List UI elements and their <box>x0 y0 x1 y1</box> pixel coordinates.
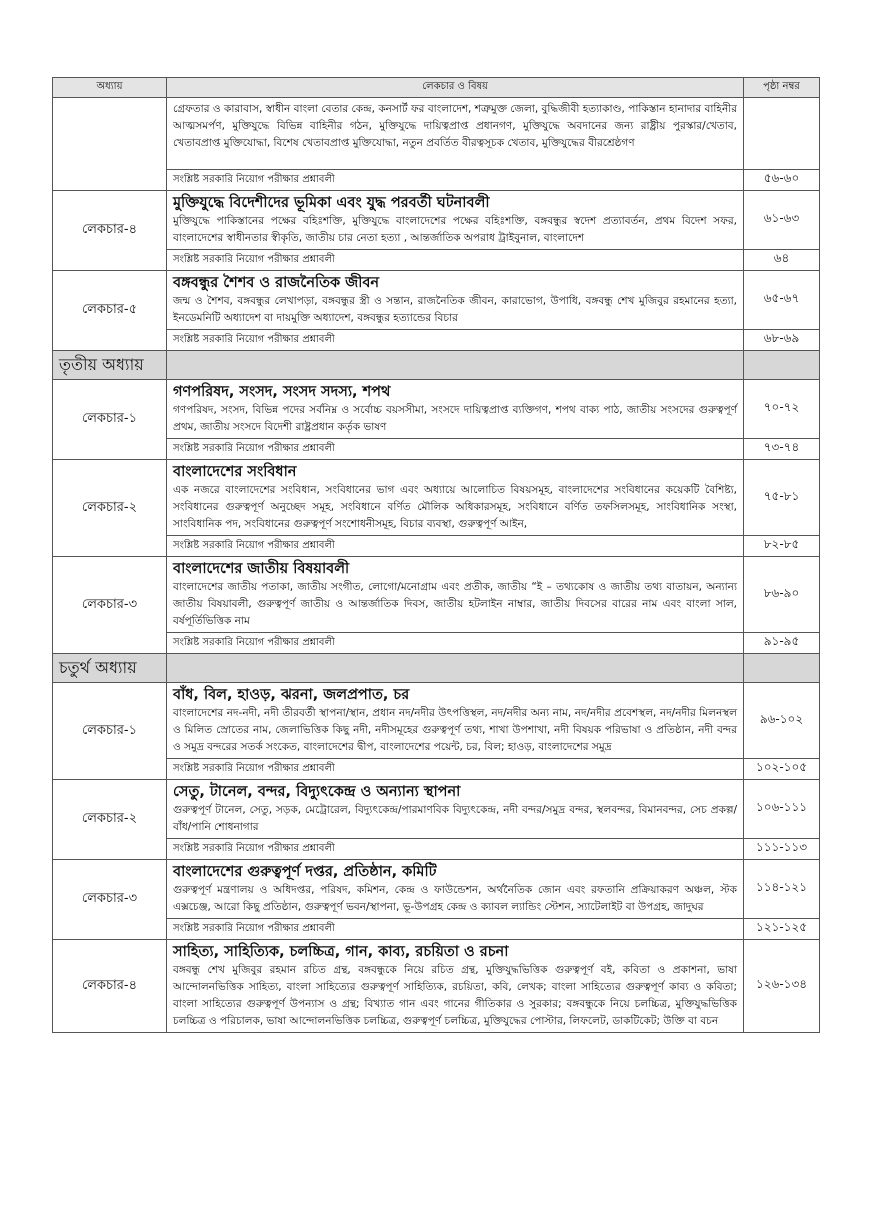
topic-cell <box>167 98 744 170</box>
chapter-blank <box>167 351 744 380</box>
topic-cell <box>167 460 744 536</box>
topic-description: বাংলাদেশের জাতীয় পতাকা, জাতীয় সংগীত, লোগো/মনোগ্রাম এবং প্রতীক, জাতীয় “ই – তথ্যকোষ ও জাতীয় তথ্য বাতায়ন, অন্যান্য জাতীয় বিষয়াবলী, গুরুত্বপূর্ণ জাতীয় ও আন্তর্জাতিক দিবস, জাতীয় হটলাইন নাম্বার, জাতীয় দিবসের বারের নাম এবং বাংলা সাল, বর্ষপূর্তিভিত্তিক নাম <box>173 581 737 627</box>
topic-description: বঙ্গবন্ধু শেখ মুজিবুর রহমান রচিত গ্রন্থ, বঙ্গবন্ধুকে নিয়ে রচিত গ্রন্থ, মুক্তিযুদ্ধভিত্তিক গুরুত্বপূর্ণ বই, কবিতা ও প্রকাশনা, ভাষা আন্দোলনভিত্তিক সাহিত্য, বাংলা সাহিত্যের গুরুত্বপূর্ণ সাহিত্যিক, রচয়িতা, কবি, লেখক; বাংলা সাহিত্যের গুরুত্বপূর্ণ কাব্য ও কবিতা; বাংলা সাহিত্যের গুরুত্বপূর্ণ উপন্যাস ও গ্রন্থ; বিখ্যাত গান এবং গানের গীতিকার ও সুরকার; বঙ্গবন্ধুকে নিয়ে চলচ্চিত্র, মুক্তিযুদ্ধভিত্তিক চলচ্চিত্র ও পরিচালক, ভাষা আন্দোলনভিত্তিক চলচ্চিত্র, গুরুত্বপূর্ণ চলচ্চিত্র, মুক্তিযুদ্ধের পোস্টার, লিফলেট, ডাকটিকেট; উক্তি বা বচন <box>173 964 737 1027</box>
page-range: ৭৫-৮১ <box>744 460 820 536</box>
lecture-label: লেকচার-৪ <box>53 940 167 1033</box>
lecture-label: লেকচার-১ <box>53 683 167 780</box>
topic-title: গণপরিষদ, সংসদ, সংসদ সদস্য, শপথ <box>173 384 391 400</box>
table-row <box>53 380 820 439</box>
topic-cell <box>167 683 744 759</box>
page-range: ৮৬-৯০ <box>744 557 820 633</box>
question-pages: ৭৩-৭৪ <box>744 439 820 460</box>
lecture-label: লেকচার-৫ <box>53 271 167 351</box>
lecture-label: লেকচার-২ <box>53 780 167 860</box>
topic-cell <box>167 271 744 330</box>
question-label: সংশ্লিষ্ট সরকারি নিয়োগ পরীক্ষার প্রশ্নাবলী <box>167 250 744 271</box>
chapter-blank <box>744 654 820 683</box>
table-row <box>53 191 820 250</box>
question-row <box>53 759 820 780</box>
topic-cell <box>167 380 744 439</box>
question-pages: ৯১-৯৫ <box>744 633 820 654</box>
topic-title: বাঁধ, বিল, হাওড়, ঝরনা, জলপ্রপাত, চর <box>173 687 410 703</box>
page-range: ১১৪-১২১ <box>744 860 820 919</box>
table-row <box>53 557 820 633</box>
table-row <box>53 860 820 919</box>
chapter-title: চতুর্থ অধ্যায় <box>53 654 167 683</box>
question-pages: ১১১-১১৩ <box>744 839 820 860</box>
question-row <box>53 250 820 271</box>
topic-cell <box>167 940 744 1033</box>
question-label: সংশ্লিষ্ট সরকারি নিয়োগ পরীক্ষার প্রশ্নাবলী <box>167 759 744 780</box>
chapter-heading-row <box>53 654 820 683</box>
lecture-label-cell <box>53 98 167 191</box>
header-page: পৃষ্ঠা নম্বর <box>744 78 820 98</box>
question-row <box>53 919 820 940</box>
table-row <box>53 460 820 536</box>
topic-cell <box>167 860 744 919</box>
table-row <box>53 271 820 330</box>
topic-cell <box>167 557 744 633</box>
question-pages: ৬৪ <box>744 250 820 271</box>
table-row <box>53 683 820 759</box>
topic-title: সাহিত্য, সাহিত্যিক, চলচ্চিত্র, গান, কাব্য, রচয়িতা ও রচনা <box>173 944 509 960</box>
topic-cell <box>167 191 744 250</box>
question-pages: ১২১-১২৫ <box>744 919 820 940</box>
topic-description: গুরুত্বপূর্ণ মন্ত্রণালয় ও অধিদপ্তর, পরিষদ, কমিশন, কেন্দ্র ও ফাউন্ডেশন, অর্থনৈতিক জোন এবং রফতানি প্রক্রিয়াকরণ অঞ্চল, স্টক এক্সচেঞ্জ, আরো কিছু প্রতিষ্ঠান, গুরুত্বপূর্ণ ভবন/স্থাপনা, ভূ-উপগ্রহ কেন্দ্র ও ক্যাবল ল্যান্ডিং স্টেশন, স্যাটেলাইট বা উপগ্রহ, জাদুঘর <box>173 884 737 913</box>
question-pages: ৬৮-৬৯ <box>744 330 820 351</box>
question-row <box>53 839 820 860</box>
question-label: সংশ্লিষ্ট সরকারি নিয়োগ পরীক্ষার প্রশ্নাবলী <box>167 439 744 460</box>
question-label: সংশ্লিষ্ট সরকারি নিয়োগ পরীক্ষার প্রশ্নাবলী <box>167 330 744 351</box>
question-label: সংশ্লিষ্ট সরকারি নিয়োগ পরীক্ষার প্রশ্নাবলী <box>167 633 744 654</box>
topic-description: গুরুত্বপূর্ণ টানেল, সেতু, সড়ক, মেট্রোরেল, বিদ্যুৎকেন্দ্র/পারমাণবিক বিদ্যুৎকেন্দ্র, নদী বন্দর/সমুদ্র বন্দর, স্থলবন্দর, বিমানবন্দর, সেচ প্রকল্প/বাঁধ/পানি শোধনাগার <box>173 804 737 833</box>
question-pages: ১০২-১০৫ <box>744 759 820 780</box>
topic-cell <box>167 780 744 839</box>
question-pages: ৫৬-৬০ <box>744 170 820 191</box>
topic-title: বাংলাদেশের জাতীয় বিষয়াবলী <box>173 561 350 577</box>
question-row <box>53 633 820 654</box>
lecture-label: লেকচার-৩ <box>53 860 167 940</box>
page-cell <box>744 98 820 170</box>
question-row <box>53 170 820 191</box>
question-row <box>53 439 820 460</box>
lecture-label: লেকচার-৪ <box>53 191 167 271</box>
question-label: সংশ্লিষ্ট সরকারি নিয়োগ পরীক্ষার প্রশ্নাবলী <box>167 839 744 860</box>
lecture-label: লেকচার-২ <box>53 460 167 557</box>
topic-description: জন্ম ও শৈশব, বঙ্গবন্ধুর লেখাপড়া, বঙ্গবন্ধুর স্ত্রী ও সন্তান, রাজনৈতিক জীবন, কারাভোগ, উপাধি, বঙ্গবন্ধু শেখ মুজিবুর রহমানের হত্যা, ইনডেমনিটি অধ্যাদেশ বা দায়মুক্তি অধ্যাদেশ, বঙ্গবন্ধুর হত্যান্ডের বিচার <box>173 295 737 324</box>
page-range: ৯৬-১০২ <box>744 683 820 759</box>
topic-description: এক নজরে বাংলাদেশের সংবিধান, সংবিধানের ভাগ এবং অধ্যায়ে আলোচিত বিষয়সমূহ, বাংলাদেশের সংবিধানের কয়েকটি বৈশিষ্ট্য, সংবিধানের গুরুত্বপূর্ণ অনুচ্ছেদ সমূহ, সংবিধানে বর্ণিত মৌলিক অধিকারসমূহ, সংবিধানে বর্ণিত তফসিলসমূহ, সাংবিধানিক সংস্থা, সাংবিধানিক পদ, সংবিধানের গুরুত্বপূর্ণ সংশোধনীসমূহ, বিচার ব্যবস্থা, গুরুত্বপূর্ণ আইন, <box>173 484 737 530</box>
question-row <box>53 536 820 557</box>
topic-title: বাংলাদেশের গুরুত্বপূর্ণ দপ্তর, প্রতিষ্ঠান, কমিটি <box>173 864 437 880</box>
topic-title: বাংলাদেশের সংবিধান <box>173 464 297 480</box>
topic-description: মুক্তিযুদ্ধে পাকিস্তানের পক্ষের বহিঃশক্তি, মুক্তিযুদ্ধে বাংলাদেশের পক্ষের বহিঃশক্তি, বঙ্গবন্ধুর স্বদেশ প্রত্যাবর্তন, প্রথম বিদেশ সফর, বাংলাদেশের স্বাধীনতার স্বীকৃতি, জাতীয় চার নেতা হত্যা , আন্তর্জাতিক অপরাধ ট্রাইবুনাল, বাংলাদেশ <box>173 215 737 244</box>
topic-description: গ্রেফতার ও কারাবাস, স্বাধীন বাংলা বেতার কেন্দ্র, কনসার্ট ফর বাংলাদেশ, শত্রুমুক্ত জেলা, বুদ্ধিজীবী হত্যাকাণ্ড, পাকিস্তান হানাদার বাহিনীর আত্মসমর্পণ, মুক্তিযুদ্ধে বিভিন্ন বাহিনীর গঠন, মুক্তিযুদ্ধে দায়িত্বপ্রাপ্ত প্রধানগণ, মুক্তিযুদ্ধে অবদানের জন্য রাষ্ট্রীয় পুরস্কার/খেতাব, খেতাবপ্রাপ্ত মুক্তিযোদ্ধা, বিশেষ খেতাবপ্রাপ্ত মুক্তিযোদ্ধা, নতুন প্রবর্তিত বীরত্বসূচক খেতাব, মুক্তিযুদ্ধের বীরশ্রেষ্ঠগণ <box>173 103 737 149</box>
table-row <box>53 940 820 1033</box>
page-range: ৬৫-৬৭ <box>744 271 820 330</box>
chapter-blank <box>744 351 820 380</box>
question-label: সংশ্লিষ্ট সরকারি নিয়োগ পরীক্ষার প্রশ্নাবলী <box>167 919 744 940</box>
table-header <box>53 78 820 98</box>
topic-description: বাংলাদেশের নদ-নদী, নদী তীরবর্তী স্থাপনা/স্থান, প্রধান নদ/নদীর উৎপত্তিস্থল, নদ/নদীর অন্য নাম, নদ/নদীর প্রবেশস্থল, নদ/নদীর মিলনস্থল ও মিলিত স্রোতের নাম, জেলাভিত্তিক কিছু নদী, নদীসমূহের গুরুত্বপূর্ণ তথ্য, শাখা উপশাখা, নদী বিষয়ক পরিভাষা ও প্রতিষ্ঠান, নদী বন্দর ও সমুদ্র বন্দরের সতর্ক সংকেত, বাংলাদেশের দ্বীপ, বাংলাদেশের পয়েন্ট, চর, বিল; হাওড়, বাংলাদেশের সমুদ্র <box>173 707 737 753</box>
chapter-heading-row <box>53 351 820 380</box>
table-of-contents <box>52 77 820 1033</box>
topic-description: গণপরিষদ, সংসদ, বিভিন্ন পদের সর্বনিম্ন ও সর্বোচ্চ বয়সসীমা, সংসদে দায়িত্বপ্রাপ্ত ব্যক্তিগণ, শপথ বাক্য পাঠ, জাতীয় সংসদের গুরুত্বপূর্ণ প্রথম, জাতীয় সংসদে বিদেশী রাষ্ট্রপ্রধান কর্তৃক ভাষণ <box>173 404 737 433</box>
chapter-title: তৃতীয় অধ্যায় <box>53 351 167 380</box>
topic-title: সেতু, টানেল, বন্দর, বিদ্যুৎকেন্দ্র ও অন্যান্য স্থাপনা <box>173 784 461 800</box>
table-row <box>53 98 820 170</box>
question-row <box>53 330 820 351</box>
lecture-label: লেকচার-১ <box>53 380 167 460</box>
header-topic: লেকচার ও বিষয় <box>167 78 744 98</box>
page-range: ১২৬-১৩৪ <box>744 940 820 1033</box>
page-range: ৭০-৭২ <box>744 380 820 439</box>
header-chapter: অধ্যায় <box>53 78 167 98</box>
question-pages: ৮২-৮৫ <box>744 536 820 557</box>
topic-title: বঙ্গবন্ধুর শৈশব ও রাজনৈতিক জীবন <box>173 275 380 291</box>
chapter-blank <box>167 654 744 683</box>
question-label: সংশ্লিষ্ট সরকারি নিয়োগ পরীক্ষার প্রশ্নাবলী <box>167 170 744 191</box>
page-range: ৬১-৬৩ <box>744 191 820 250</box>
page-range: ১০৬-১১১ <box>744 780 820 839</box>
question-label: সংশ্লিষ্ট সরকারি নিয়োগ পরীক্ষার প্রশ্নাবলী <box>167 536 744 557</box>
lecture-label: লেকচার-৩ <box>53 557 167 654</box>
table-row <box>53 780 820 839</box>
topic-title: মুক্তিযুদ্ধে বিদেশীদের ভূমিকা এবং যুদ্ধ পরবর্তী ঘটনাবলী <box>173 195 490 211</box>
